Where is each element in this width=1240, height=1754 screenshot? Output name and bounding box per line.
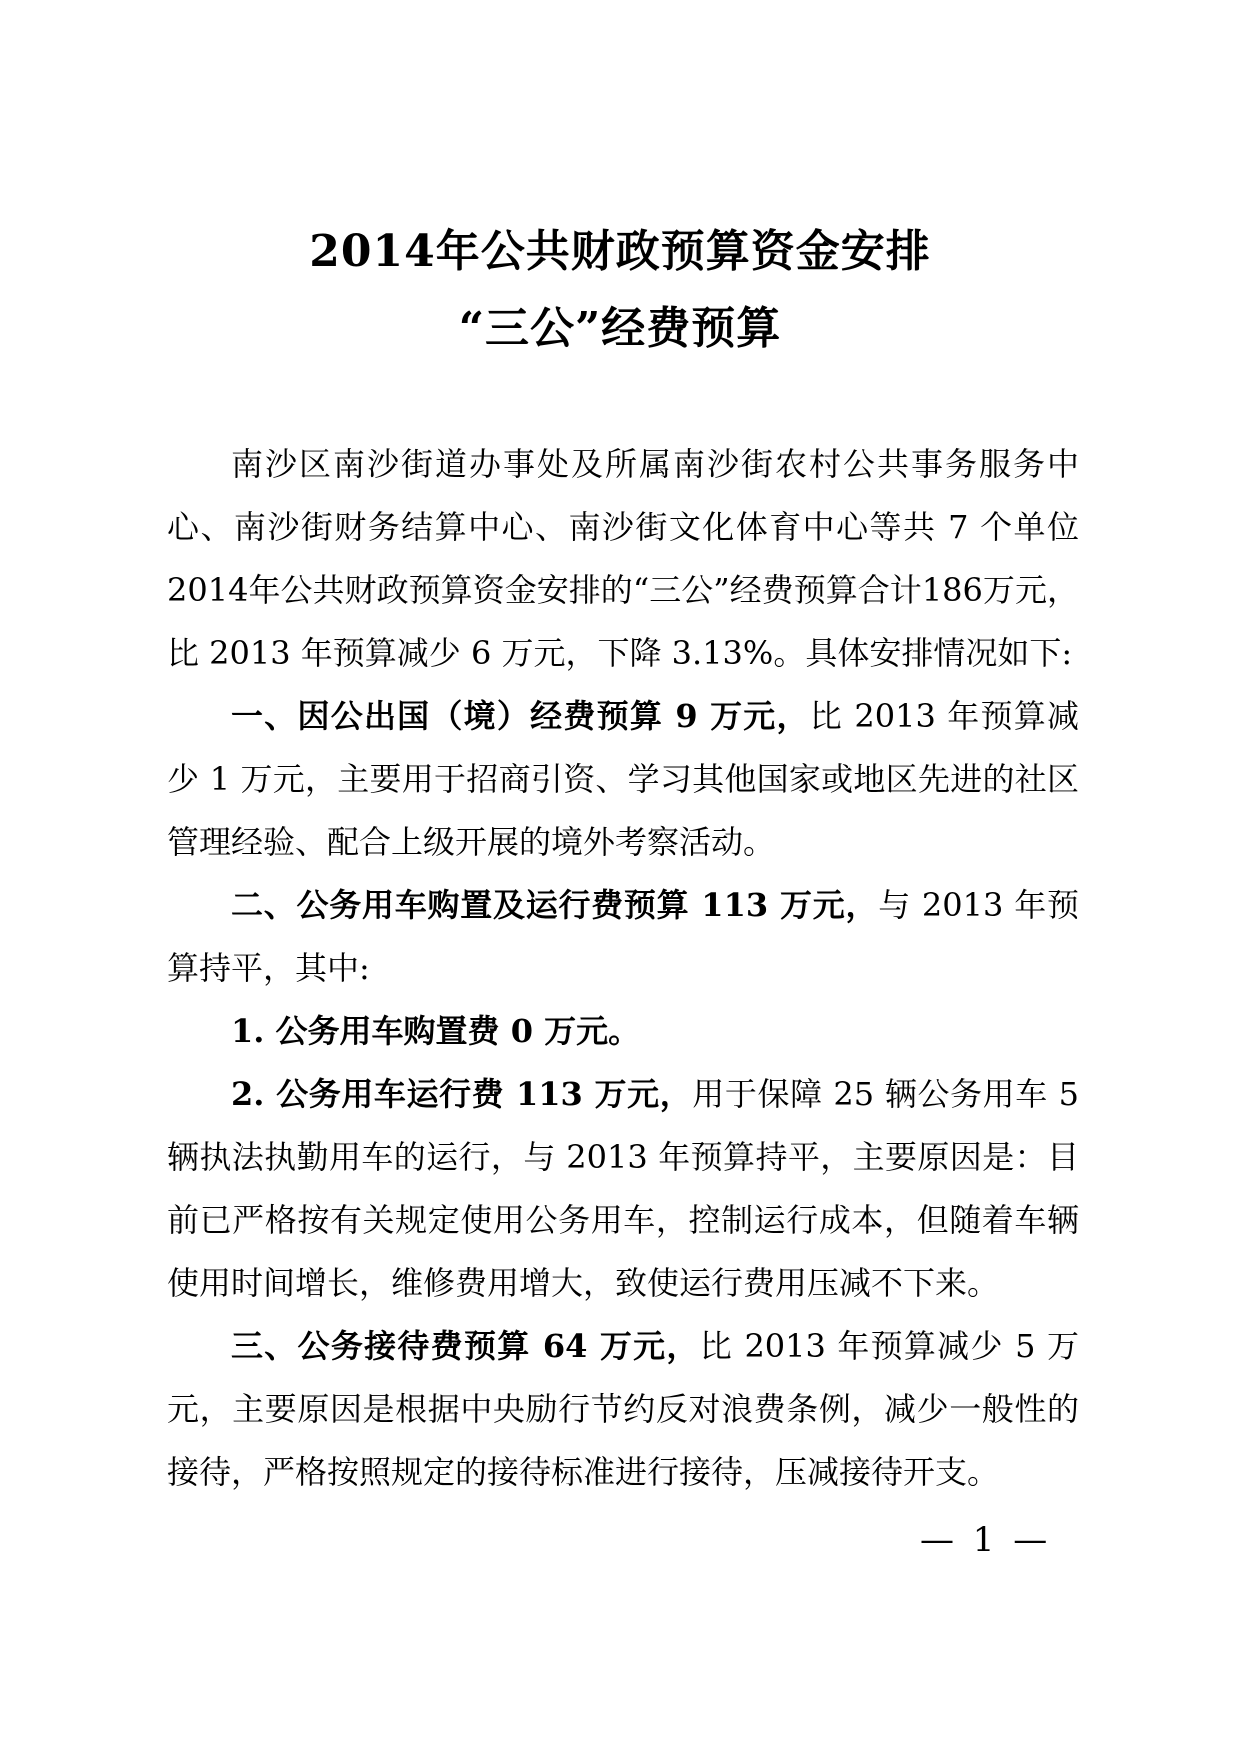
intro-paragraph: 南沙区南沙街道办事处及所属南沙街农村公共事务服务中心、南沙街财务结算中心、南沙街文化体育中心等共 7 个单位 2014年公共财政预算资金安排的“三公”经费预算合计186万元，比 2013 年预算减少 6 万元，下降 3.13%。具体安排情况如下: <box>167 445 1079 672</box>
paragraph-vehicle-operation-heading: 2. 公务用车运行费 113 万元， <box>231 1075 693 1113</box>
paragraph-reception-heading: 三、公务接待费预算 64 万元， <box>231 1327 700 1365</box>
paragraph-official-vehicles <box>167 874 1079 1000</box>
paragraph-reception <box>167 1315 1079 1504</box>
document-title-line-1: 2014年公共财政预算资金安排 <box>309 226 931 277</box>
paragraph-official-vehicles-heading: 二、公务用车购置及运行费预算 113 万元， <box>231 886 879 924</box>
paragraph-vehicle-purchase-heading: 1. 公务用车购置费 0 万元。 <box>231 1012 641 1050</box>
paragraph-official-vehicles-text: 与 2013 年预算持平，其中: <box>167 886 1079 987</box>
page-number: — 1 — <box>920 1520 1052 1560</box>
paragraph-vehicle-operation <box>167 1063 1079 1315</box>
paragraph-vehicle-operation-text: 用于保障 25 辆公务用车 5 辆执法执勤用车的运行，与 2013 年预算持平，主要原因是：目前已严格按有关规定使用公务用车，控制运行成本，但随着车辆使用时间增长，维修费用增大，致使运行费用压减不下来。 <box>167 1075 1079 1302</box>
paragraph-vehicle-purchase <box>167 1000 1079 1063</box>
paragraph-overseas-travel <box>167 685 1079 874</box>
paragraph-overseas-travel-text: 比 2013 年预算减少 1 万元，主要用于招商引资、学习其他国家或地区先进的社区管理经验、配合上级开展的境外考察活动。 <box>167 697 1079 861</box>
paragraph-overseas-travel-heading: 一、因公出国（境）经费预算 9 万元， <box>231 697 810 735</box>
document-body <box>167 433 1079 1504</box>
document-title-line-2: “三公”经费预算 <box>458 303 782 354</box>
paragraph-reception-text: 比 2013 年预算减少 5 万元，主要原因是根据中央励行节约反对浪费条例，减少一般性的接待，严格按照规定的接待标准进行接待，压减接待开支。 <box>167 1327 1079 1491</box>
